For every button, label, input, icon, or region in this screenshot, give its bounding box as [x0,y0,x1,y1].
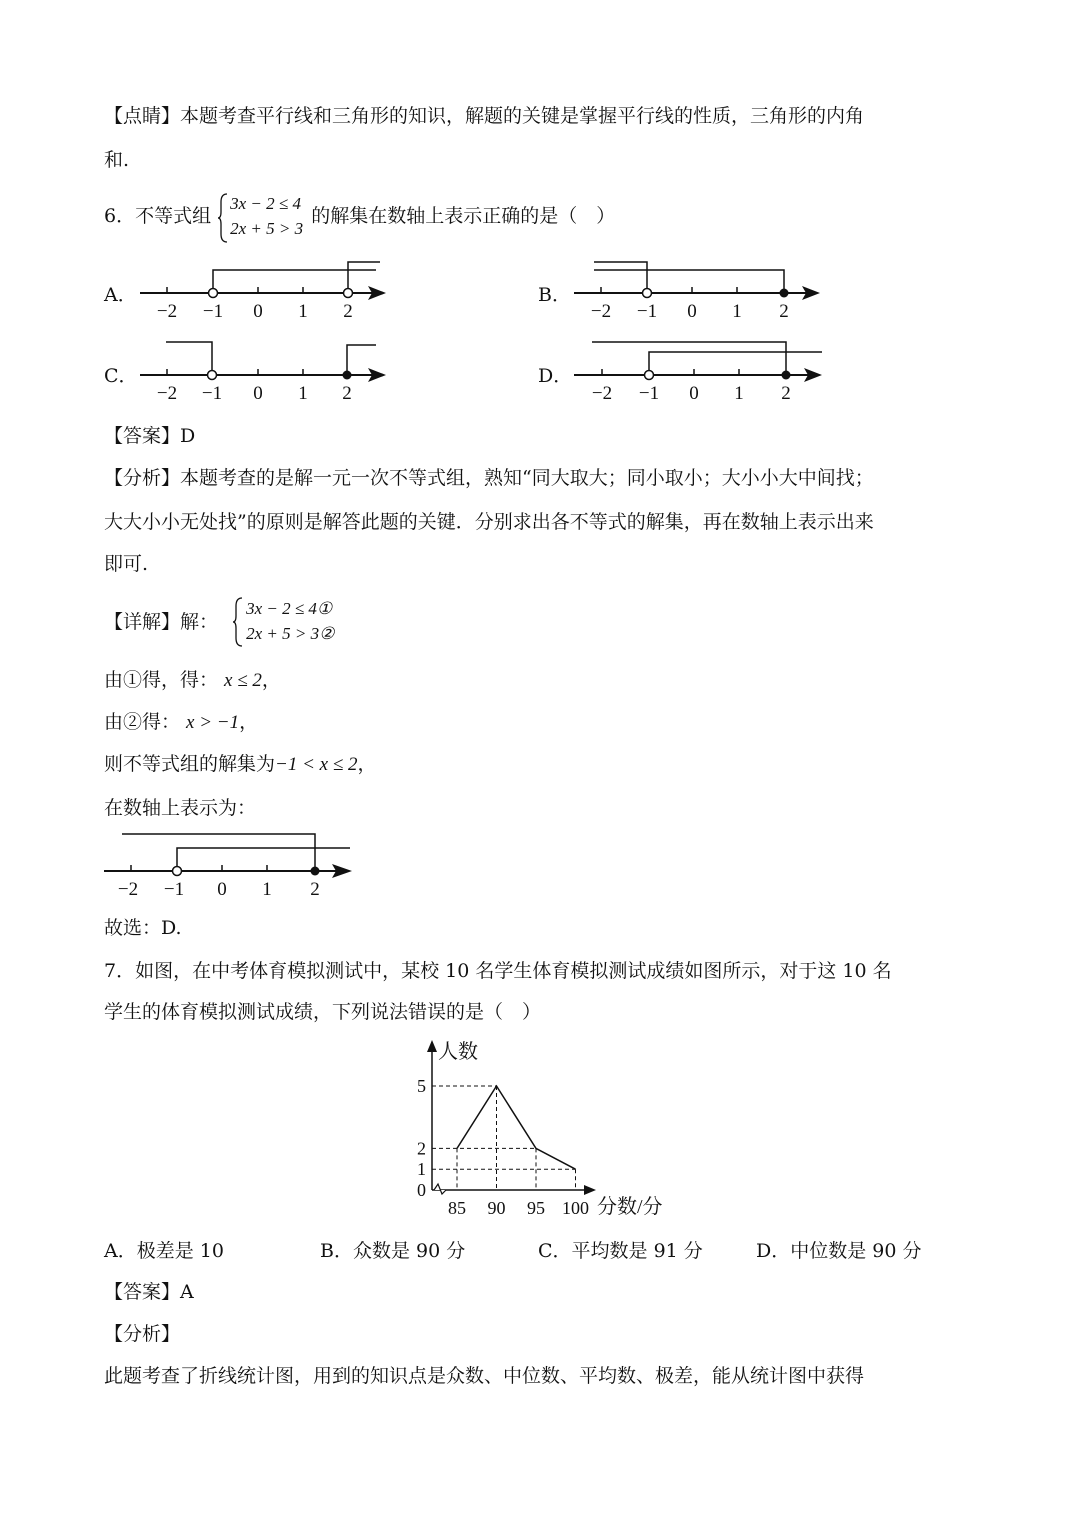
tick-label: −2 [591,383,613,404]
detail-prefix: 解： [180,611,219,633]
chart-xlabel: 分数/分 [597,1196,663,1218]
tick-label: 1 [732,301,742,322]
x-tick-label: 85 [448,1198,466,1218]
tick-label: −2 [156,301,178,322]
tick-label: −2 [156,383,178,404]
step-1 [104,666,281,695]
detail-ineq-2: 2x + 5 > 3② [246,624,335,643]
tick-label: 1 [734,383,744,404]
q7-choice-c: C．平均数是 91 分 [538,1240,703,1262]
q6-suffix: 的解集在数轴上表示正确的是（ ） [311,205,616,227]
q6-analysis-3: 即可. [104,553,149,575]
y-tick-label: 5 [417,1076,426,1096]
solution-number-line [102,824,362,900]
option-b-number-line [570,256,830,322]
tick-label: 0 [217,879,227,900]
q6-analysis-2: 大大小小无处找”的原则是解答此题的关键．分别求出各不等式的解集，再在数轴上表示出来 [104,511,874,533]
x-axis-arrow [584,1185,596,1195]
q7-answer [104,1278,194,1306]
tick-label: 1 [262,879,272,900]
dianjing-label: 【点睛】 [104,105,181,127]
tick-label: −2 [590,301,612,322]
tick-label: 2 [781,383,791,404]
option-b-label: B． [538,284,571,306]
tick-label: −1 [638,383,660,404]
step-4: 在数轴上表示为： [104,797,257,819]
tick-label: −1 [201,383,223,404]
q7-analysis-label: 【分析】 [104,1323,181,1345]
step-math: −1 < x ≤ 2 [275,754,358,775]
answer-label: 【答案】 [104,1281,181,1303]
q7-choice-b: B．众数是 90 分 [320,1240,466,1262]
q6-analysis-1 [104,464,874,492]
q6-answer [104,422,195,450]
y-tick-label: 1 [417,1159,426,1180]
step-text: 由①得，得： [104,669,219,691]
dianjing-text: 本题考查平行线和三角形的知识，解题的关键是掌握平行线的性质，三角形的内角 [180,105,865,127]
axis-break [434,1184,446,1194]
detail-ineq-1: 3x − 2 ≤ 4① [246,599,333,618]
option-a-number-line [136,256,396,322]
q6-stem [104,194,616,238]
tick-label: −1 [163,879,185,900]
q6-ineq-2: 2x + 5 > 3 [230,219,304,238]
option-d-number-line [570,338,832,404]
tick-label: 2 [342,383,352,404]
q7-choice-d: D．中位数是 90 分 [756,1240,922,1262]
dianjing-line-1 [104,102,864,130]
q6-system [217,194,305,238]
q7-choice-a: A．极差是 10 [104,1240,224,1262]
analysis-label: 【分析】 [104,467,181,489]
tick-label: −1 [636,301,658,322]
q7-analysis-1: 此题考查了折线统计图，用到的知识点是众数、中位数、平均数、极差，能从统计图中获得 [104,1365,865,1387]
step-3 [104,750,377,779]
brace-icon [217,192,229,244]
q7-stem-2: 学生的体育模拟测试成绩，下列说法错误的是（ ） [104,1001,542,1023]
series-line [457,1086,576,1169]
step-math: x > −1 [186,712,240,733]
step-end: ， [239,711,259,733]
y-tick-label: 0 [417,1180,426,1200]
step-end: ， [357,753,377,775]
answer-value: A [180,1281,194,1303]
q6-detail [104,599,344,643]
line-chart [400,1036,680,1224]
answer-label: 【答案】 [104,425,181,447]
tick-label: 0 [253,301,263,322]
dianjing-line-2: 和. [104,149,130,171]
tick-label: −2 [117,879,139,900]
option-a-label: A． [104,284,137,306]
step-2 [104,708,258,737]
option-c-number-line [136,338,396,404]
step-end: ， [261,669,281,691]
x-tick-label: 90 [487,1198,506,1218]
tick-label: 2 [779,301,789,322]
step-math: x ≤ 2 [224,670,262,691]
answer-value: D [180,425,196,447]
tick-label: −1 [202,301,224,322]
q6-ineq-1: 3x − 2 ≤ 4 [230,194,301,213]
q6-conclusion: 故选：D. [104,917,182,939]
brace-icon [232,596,244,648]
x-tick-label: 100 [562,1198,589,1218]
tick-label: 1 [298,383,308,404]
tick-label: 1 [298,301,308,322]
detail-label: 【详解】 [104,611,181,633]
option-d-label: D． [538,365,573,387]
y-tick-label: 2 [417,1138,426,1159]
step-text: 则不等式组的解集为 [104,753,276,775]
tick-label: 2 [343,301,353,322]
q6-prefix: 6．不等式组 [104,205,212,227]
tick-label: 0 [253,383,263,404]
tick-label: 0 [689,383,699,404]
chart-ylabel: 人数 [438,1041,478,1063]
y-axis-arrow [427,1040,437,1052]
step-text: 由②得： [104,711,181,733]
tick-label: 0 [687,301,697,322]
tick-label: 2 [310,879,320,900]
x-tick-label: 95 [527,1198,545,1218]
analysis-text: 本题考查的是解一元一次不等式组，熟知“同大取大；同小取小；大小小大中间找； [180,467,874,489]
detail-system [224,599,344,643]
option-c-label: C． [104,365,138,387]
q7-stem-1: 7．如图，在中考体育模拟测试中，某校 10 名学生体育模拟测试成绩如图所示，对于这 10 名 [104,960,892,982]
